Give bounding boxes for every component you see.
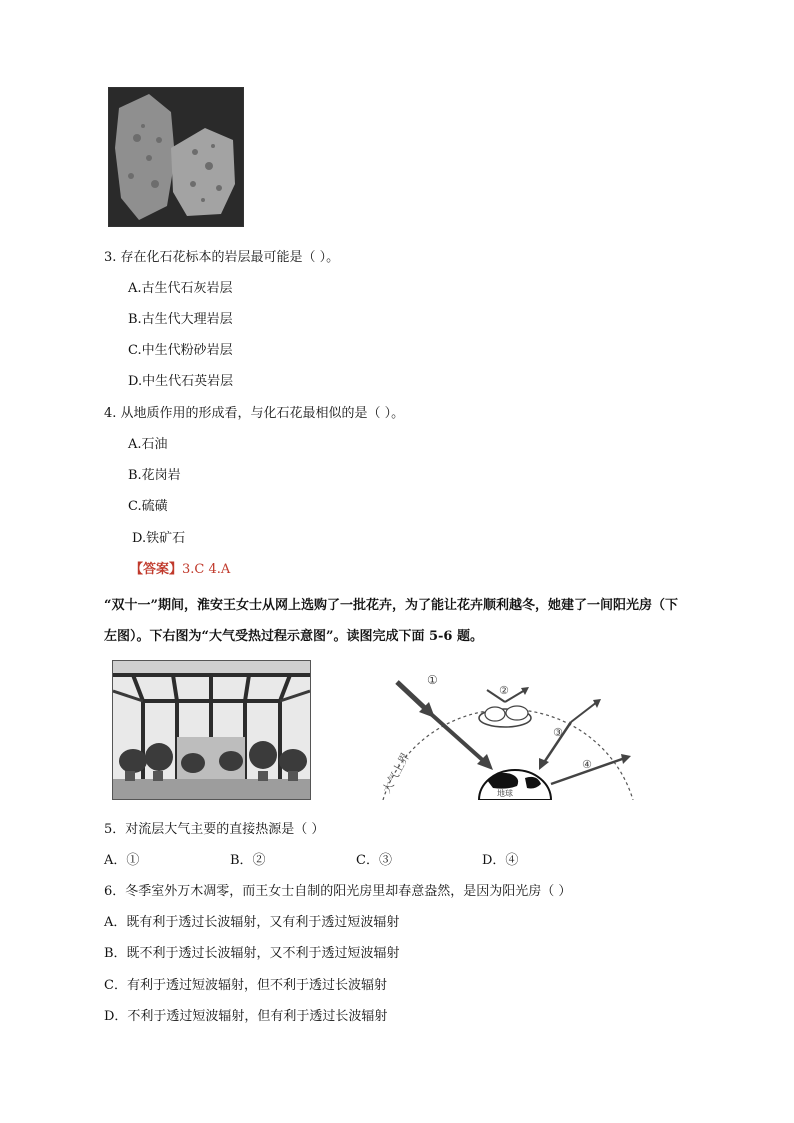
q4-option-b: B.花岗岩 <box>128 468 181 483</box>
q6-option-a: A．既有利于透过长波辐射，又有利于透过短波辐射 <box>104 915 400 930</box>
q4-option-d: D.铁矿石 <box>132 531 186 546</box>
earth-icon <box>479 770 551 800</box>
q4-option-a: A.石油 <box>128 437 168 452</box>
intro-line-1: “双十一”期间，淮安王女士从网上选购了一批花卉，为了能让花卉顺利越冬，她建了一间阳光房（下 <box>104 598 678 613</box>
q5-option-c: C．③ <box>356 853 392 868</box>
q4-option-c: C.硫磺 <box>128 499 168 514</box>
q6-option-c: C．有利于透过短波辐射，但不利于透过长波辐射 <box>104 978 387 993</box>
label-3: ③ <box>553 726 563 739</box>
atmosphere-boundary-label: 大气上界 <box>380 750 413 796</box>
answer-label: 【答案】 <box>130 562 183 577</box>
q5-option-d: D．④ <box>482 853 519 868</box>
q3-option-c: C.中生代粉砂岩层 <box>128 343 233 358</box>
earth-label: 地球 <box>497 789 513 798</box>
answer-line <box>130 562 230 578</box>
fossil-flower-photo <box>108 87 244 227</box>
q5-option-b: B．② <box>230 853 266 868</box>
label-1-top: ① <box>427 673 438 687</box>
answer-text: 3.C 4.A <box>182 562 231 577</box>
q5-stem: 5．对流层大气主要的直接热源是（ ） <box>104 822 325 837</box>
q4-stem: 4. 从地质作用的形成看，与化石花最相似的是（ ）。 <box>104 406 405 421</box>
q6-option-d: D．不利于透过短波辐射，但有利于透过长波辐射 <box>104 1009 388 1024</box>
q3-option-a: A.古生代石灰岩层 <box>128 281 233 296</box>
q3-stem: 3. 存在化石花标本的岩层最可能是（ ）。 <box>104 250 340 265</box>
intro-line-2: 左图）。下右图为“大气受热过程示意图”。读图完成下面 5-6 题。 <box>104 629 483 644</box>
label-2: ② <box>499 684 509 697</box>
label-4: ④ <box>582 758 592 771</box>
q3-option-b: B.古生代大理岩层 <box>128 312 233 327</box>
q6-option-b: B．既不利于透过长波辐射，又不利于透过短波辐射 <box>104 946 400 961</box>
q5-option-a: A．① <box>104 853 140 868</box>
atmosphere-heating-diagram <box>375 660 635 800</box>
q6-stem: 6．冬季室外万木凋零，而王女士自制的阳光房里却春意盎然，是因为阳光房（ ） <box>104 884 572 899</box>
sunroom-photo <box>112 660 311 800</box>
q3-option-d: D.中生代石英岩层 <box>128 374 234 389</box>
cloud-icon <box>479 706 531 727</box>
